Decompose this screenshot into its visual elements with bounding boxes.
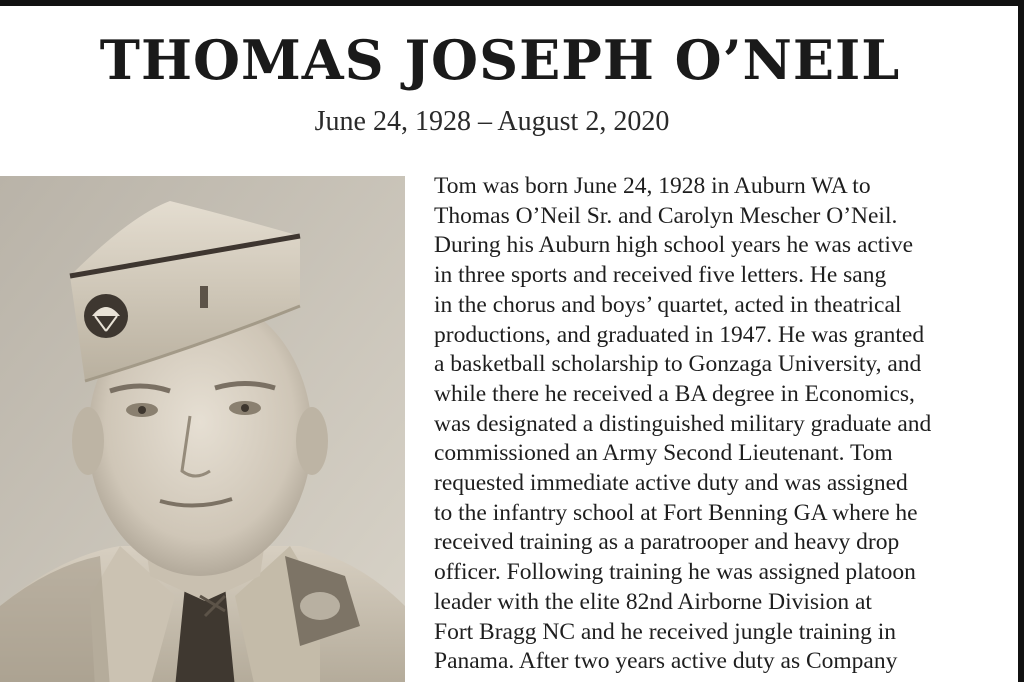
body-line: officer. Following training he was assigned platoon xyxy=(434,559,916,586)
body-line: was designated a distinguished military graduate and xyxy=(434,410,932,437)
body-line: Thomas O’Neil Sr. and Carolyn Mescher O’Neil. xyxy=(434,202,898,229)
body-line: a basketball scholarship to Gonzaga University, and xyxy=(434,351,922,378)
life-dates: June 24, 1928 – August 2, 2020 xyxy=(314,106,670,137)
body-line: Tom was born June 24, 1928 in Auburn WA to xyxy=(434,173,871,199)
body-line: productions, and graduated in 1947. He was granted xyxy=(434,321,925,348)
body-line: requested immediate active duty and was assigned xyxy=(434,470,908,497)
body-line: in three sports and received five letters. He sang xyxy=(434,262,887,289)
obituary-body xyxy=(434,172,1014,677)
body-line: Panama. After two years active duty as Company xyxy=(434,648,898,675)
body-line: received training as a paratrooper and heavy drop xyxy=(434,529,900,556)
body-line: to the infantry school at Fort Benning GA where he xyxy=(434,499,918,526)
portrait-photo xyxy=(0,176,405,682)
body-line: in the chorus and boys’ quartet, acted in theatrical xyxy=(434,291,902,318)
body-line: leader with the elite 82nd Airborne Division at xyxy=(434,588,872,615)
body-line: commissioned an Army Second Lieutenant. Tom xyxy=(434,440,893,467)
body-line: During his Auburn high school years he was active xyxy=(434,232,914,259)
body-line: while there he received a BA degree in Economics, xyxy=(434,380,915,407)
body-line: Fort Bragg NC and he received jungle training in xyxy=(434,618,897,645)
obituary-name-heading: THOMAS JOSEPH O’NEIL xyxy=(99,28,901,92)
